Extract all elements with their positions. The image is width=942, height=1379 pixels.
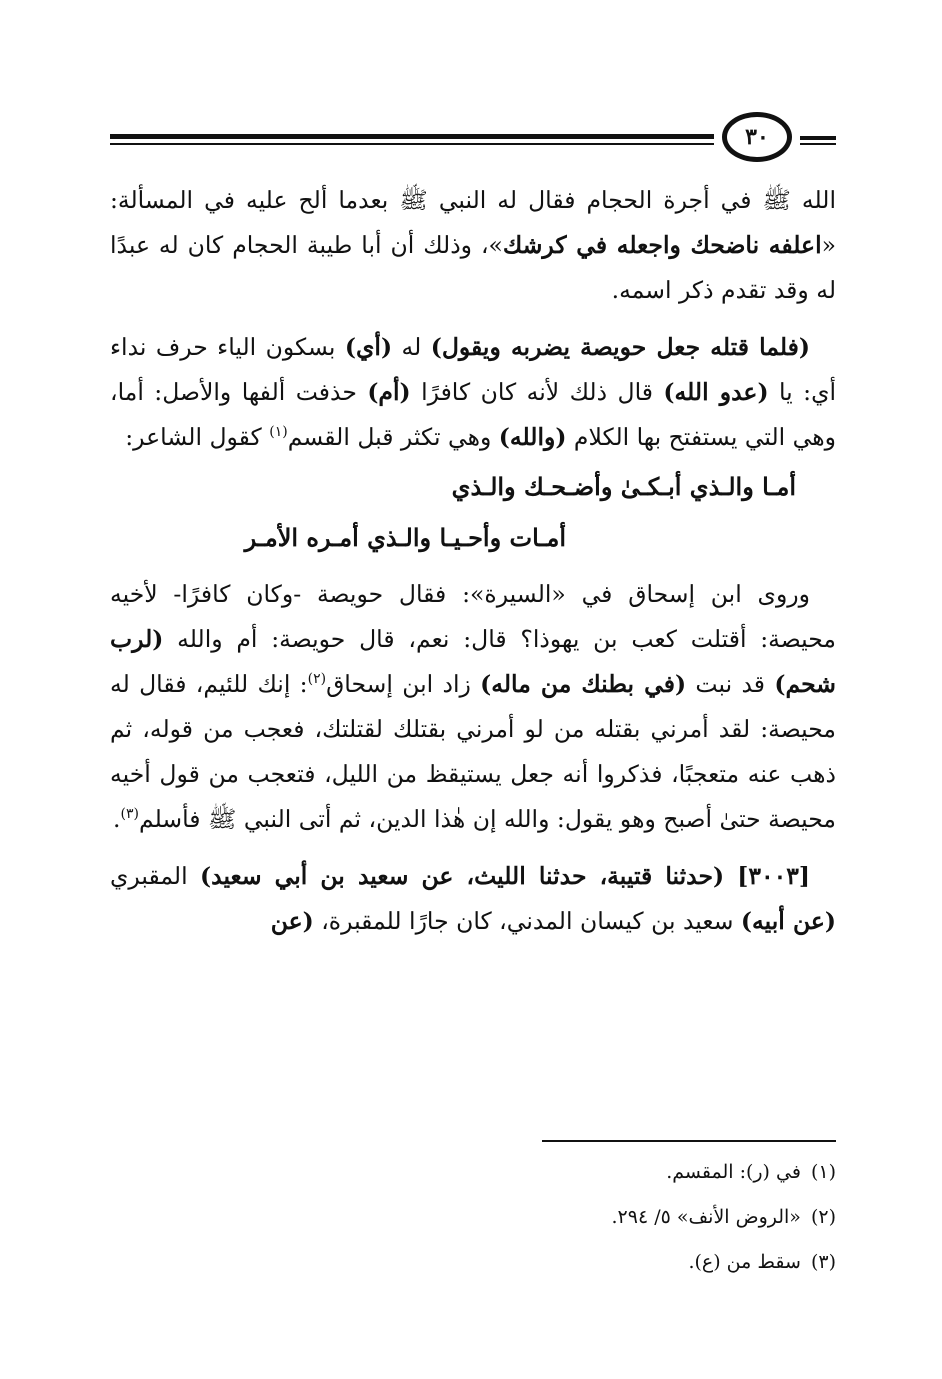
paragraph-1: الله ﷺ في أجرة الحجام فقال له النبي ﷺ بعدما ألح عليه في المسألة: «اعلفه ناضحك واجعله في كرشك»، وذلك أن أبا طيبة الحجام كان له عبدًا له وقد تقدم ذكر اسمه. — [110, 186, 836, 304]
page-number: ٣٠ — [722, 112, 792, 162]
header-rule-right-thin — [800, 143, 836, 145]
footnote-ref-2[interactable]: (٢) — [307, 671, 327, 688]
paragraph-2: (فلما قتله جعل حويصة يضربه ويقول) له (أي) بسكون الياء حرف نداء أي: يا (عدو الله) قال ذلك لأنه كان كافرًا (أم) حذفت ألفها والأصل: أما، وهي التي يستفتح بها الكلام (والله) وهي تكثر قبل القسم$^{(١)}$ كقول الشاعر: — [110, 333, 836, 451]
header-rule-thick — [110, 134, 714, 139]
hadith-quote: اعلفه ناضحك واجعله في كرشك — [502, 231, 822, 259]
footnote-3: (٣)سقط من (ع). — [688, 1251, 836, 1273]
paragraph-3: وروى ابن إسحاق في «السيرة»: فقال حويصة -وكان كافرًا- لأخيه محيصة: أقتلت كعب بن يهوذا؟ قال: نعم، قال حويصة: أم والله (لرب شحم) قد نبت (في بطنك من ماله) زاد ابن إسحاق$^{(٢)}$: إنك للئيم، فقال له محيصة: لقد أمرني بقتله من لو أمرني بقتلك لقتلتك، فعجب من قوله، ثم ذهب عنه متعجبًا، فذكروا أنه جعل يستيقظ من الليل، فتعجب من قول أخيه محيصة حتىٰ أصبح وهو يقول: والله إن هٰذا الدين، ثم أتى النبي ﷺ فأسلم$^{(٣)}$. — [110, 580, 836, 833]
header-rule-thin — [110, 143, 714, 145]
footnote-ref-3[interactable]: (٣) — [120, 806, 139, 823]
main-text — [110, 178, 836, 944]
header-rule-right — [800, 136, 836, 140]
paragraph-4: [٣٠٠٣] (حدثنا قتيبة، حدثنا الليث، عن سعيد بن أبي سعيد) المقبري (عن أبيه) سعيد بن كيسان المدني، كان جارًا للمقبرة، (عن — [110, 862, 836, 935]
footnote-divider — [542, 1140, 836, 1142]
footnote-1: (١)في (ر): المقسم. — [666, 1161, 836, 1183]
poem-line-1: أمـا والـذي أبـكـىٰ وأضـحـك والـذي — [451, 472, 796, 501]
footnotes — [110, 1150, 836, 1285]
page-header — [110, 112, 836, 172]
footnote-2: (٢)«الروض الأنف» ٥/ ٢٩٤. — [611, 1206, 836, 1228]
footnote-ref-1[interactable]: (١) — [269, 424, 288, 441]
poem-line-2: أمـات وأحـيـا والـذي أمـره الأمـر — [244, 523, 566, 552]
